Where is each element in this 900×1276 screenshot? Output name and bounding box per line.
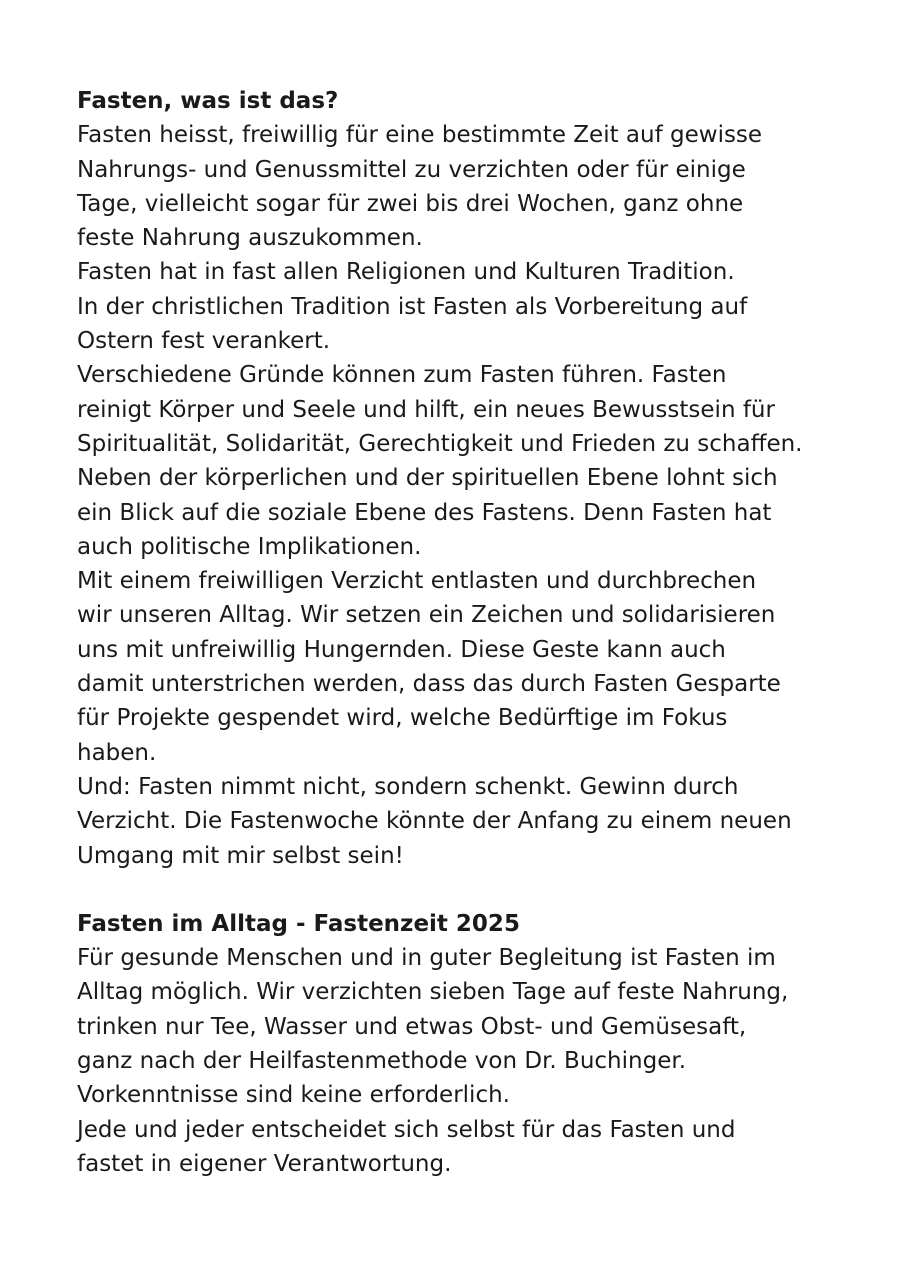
text-line: Verzicht. Die Fastenwoche könnte der Anfang zu einem neuen <box>77 808 792 835</box>
text-line: Alltag möglich. Wir verzichten sieben Tage auf feste Nahrung, <box>77 979 789 1006</box>
section-fasten-was-ist-das <box>77 84 867 873</box>
text-line: uns mit unfreiwillig Hungernden. Diese Geste kann auch <box>77 636 726 663</box>
paragraph <box>77 1113 867 1182</box>
text-line: Mit einem freiwilligen Verzicht entlasten und durchbrechen <box>77 568 757 595</box>
paragraph <box>77 461 867 564</box>
text-line: Umgang mit mir selbst sein! <box>77 842 404 869</box>
text-line: Vorkenntnisse sind keine erforderlich. <box>77 1082 510 1109</box>
text-line: reinigt Körper und Seele und hilft, ein neues Bewusstsein für <box>77 396 775 423</box>
text-line: für Projekte gespendet wird, welche Bedürftige im Fokus <box>77 705 728 732</box>
text-line: fastet in eigener Verantwortung. <box>77 1150 452 1177</box>
section-heading: Fasten, was ist das? <box>77 88 339 114</box>
document-page <box>77 84 867 1181</box>
text-line: ganz nach der Heilfastenmethode von Dr. Buchinger. <box>77 1048 687 1075</box>
text-line: feste Nahrung auszukommen. <box>77 225 423 252</box>
text-line: Nahrungs- und Genussmittel zu verzichten oder für einige <box>77 156 746 183</box>
paragraph <box>77 564 867 770</box>
text-line: Fasten hat in fast allen Religionen und Kulturen Tradition. <box>77 259 735 286</box>
text-line: In der christlichen Tradition ist Fasten als Vorbereitung auf <box>77 293 748 320</box>
text-line: Tage, vielleicht sogar für zwei bis drei Wochen, ganz ohne <box>77 190 744 217</box>
text-line: Neben der körperlichen und der spirituellen Ebene lohnt sich <box>77 465 778 492</box>
text-line: Jede und jeder entscheidet sich selbst für das Fasten und <box>77 1116 736 1143</box>
section-fasten-im-alltag <box>77 907 867 1181</box>
text-line: Und: Fasten nimmt nicht, sondern schenkt. Gewinn durch <box>77 773 739 800</box>
text-line: Für gesunde Menschen und in guter Begleitung ist Fasten im <box>77 945 776 972</box>
paragraph <box>77 941 867 1112</box>
text-line: ein Blick auf die soziale Ebene des Fastens. Denn Fasten hat <box>77 499 772 526</box>
text-line: Verschiedene Gründe können zum Fasten führen. Fasten <box>77 362 727 389</box>
text-line: wir unseren Alltag. Wir setzen ein Zeichen und solidarisieren <box>77 602 776 629</box>
paragraph <box>77 255 867 289</box>
text-line: Ostern fest verankert. <box>77 328 331 355</box>
paragraph <box>77 770 867 873</box>
paragraph <box>77 118 867 255</box>
text-line: haben. <box>77 739 157 766</box>
paragraph <box>77 290 867 359</box>
section-heading: Fasten im Alltag - Fastenzeit 2025 <box>77 910 520 937</box>
text-line: Spiritualität, Solidarität, Gerechtigkeit und Frieden zu schaffen. <box>77 430 803 457</box>
paragraph <box>77 358 867 461</box>
text-line: trinken nur Tee, Wasser und etwas Obst- und Gemüsesaft, <box>77 1013 747 1040</box>
text-line: Fasten heisst, freiwillig für eine bestimmte Zeit auf gewisse <box>77 122 763 149</box>
text-line: damit unterstrichen werden, dass das durch Fasten Gesparte <box>77 671 781 698</box>
text-line: auch politische Implikationen. <box>77 533 422 560</box>
